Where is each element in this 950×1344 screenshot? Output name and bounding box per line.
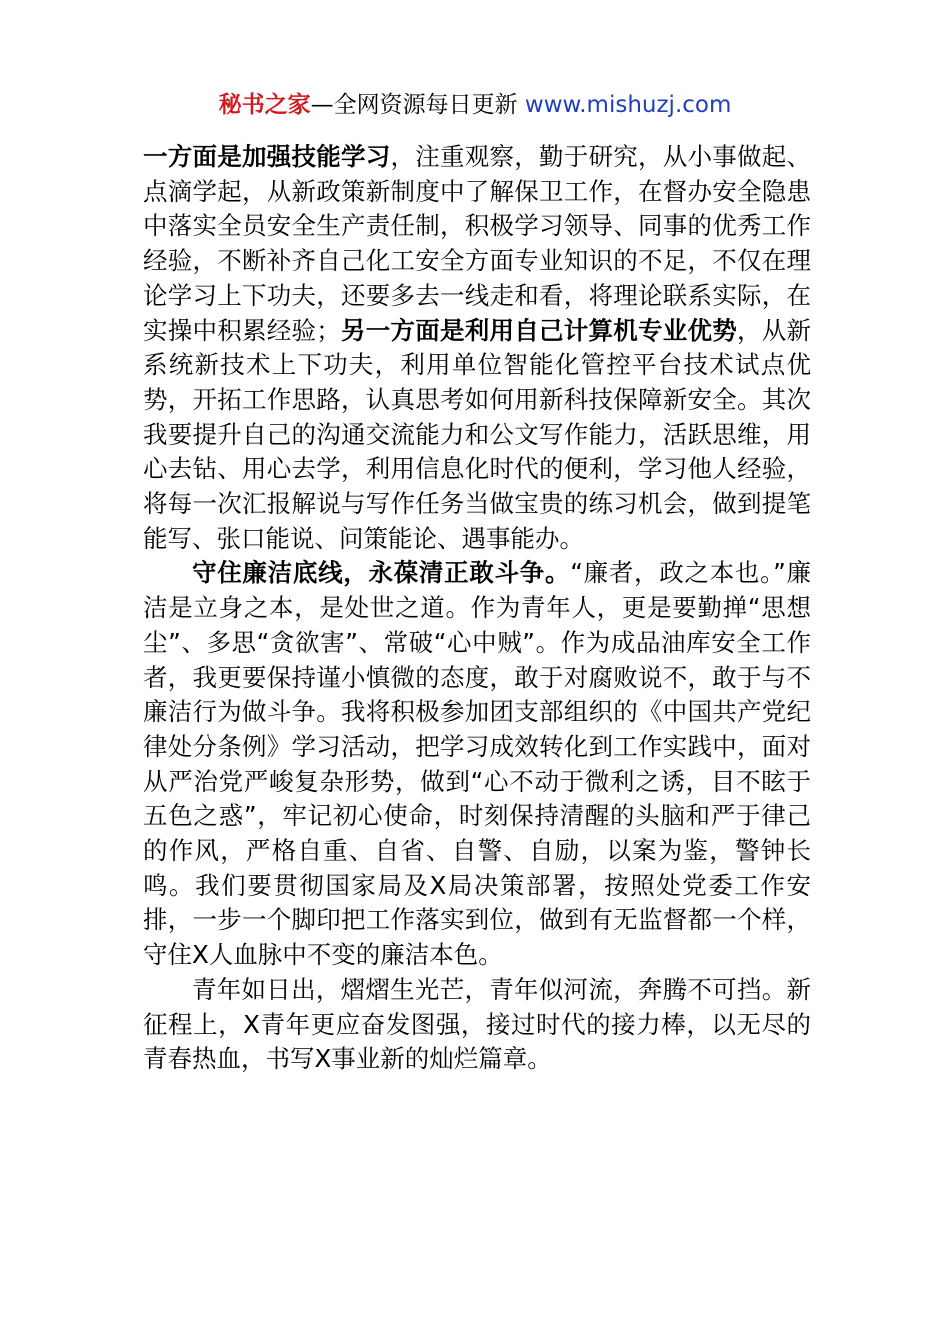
article-body: [143, 140, 811, 1077]
bold-phrase: 另一方面是利用自己计算机专业优势: [340, 315, 737, 345]
site-url-link[interactable]: www.mishuzj.com: [524, 92, 732, 118]
paragraph-text: 青年如日出，熠熠生光芒，青年似河流，奔腾不可挡。新征程上，X青年更应奋发图强，接过时代的接力棒，以无尽的青春热血，书写X事业新的灿烂篇章。: [143, 974, 811, 1074]
section-heading: 守住廉洁底线，永葆清正敢斗争。: [192, 558, 571, 588]
site-header: [0, 90, 950, 120]
paragraph-text: “廉者，政之本也。”廉洁是立身之本，是处世之道。作为青年人，更是要勤掸“思想尘”、多思“贪欲害”、常破“心中贼”。作为成品油库安全工作者，我更要保持谨小慎微的态度，敢于对腐败说不，敢于与不廉洁行为做斗争。我将积极参加团支部组织的《中国共产党纪律处分条例》学习活动，把学习成效转化到工作实践中，面对从严治党严峻复杂形势，做到“心不动于微利之诱，目不眩于五色之惑”，牢记初心使命，时刻保持清醒的头脑和严于律己的作风，严格自重、自省、自警、自励，以案为鉴，警钟长鸣。我们要贯彻国家局及X局决策部署，按照处党委工作安排，一步一个脚印把工作落实到位，做到有无监督都一个样，守住X人血脉中不变的廉洁本色。: [143, 558, 811, 970]
site-brand: 秘书之家: [218, 92, 311, 118]
paragraph-text: ，注重观察，勤于研究，从小事做起、点滴学起，从新政策新制度中了解保卫工作，在督办安全隐患中落实全员安全生产责任制，积极学习领导、同事的优秀工作经验，不断补齐自己化工安全方面专业知识的不足，不仅在理论学习上下功夫，还要多去一线走和看，将理论联系实际，在实操中积累经验；: [143, 142, 811, 345]
paragraph-text: ，从新系统新技术上下功夫，利用单位智能化管控平台技术试点优势，开拓工作思路，认真思考如何用新科技保障新安全。其次我要提升自己的沟通交流能力和公文写作能力，活跃思维，用心去钻、用心去学，利用信息化时代的便利，学习他人经验，将每一次汇报解说与写作任务当做宝贵的练习机会，做到提笔能写、张口能说、问策能论、遇事能办。: [143, 315, 811, 553]
bold-phrase: 一方面是加强技能学习: [143, 142, 391, 171]
header-tagline: 全网资源每日更新: [333, 92, 518, 118]
paragraph-integrity: [143, 556, 811, 972]
header-dash: —: [310, 92, 334, 118]
paragraph-conclusion: [143, 973, 811, 1077]
paragraph-skills: [143, 140, 811, 556]
